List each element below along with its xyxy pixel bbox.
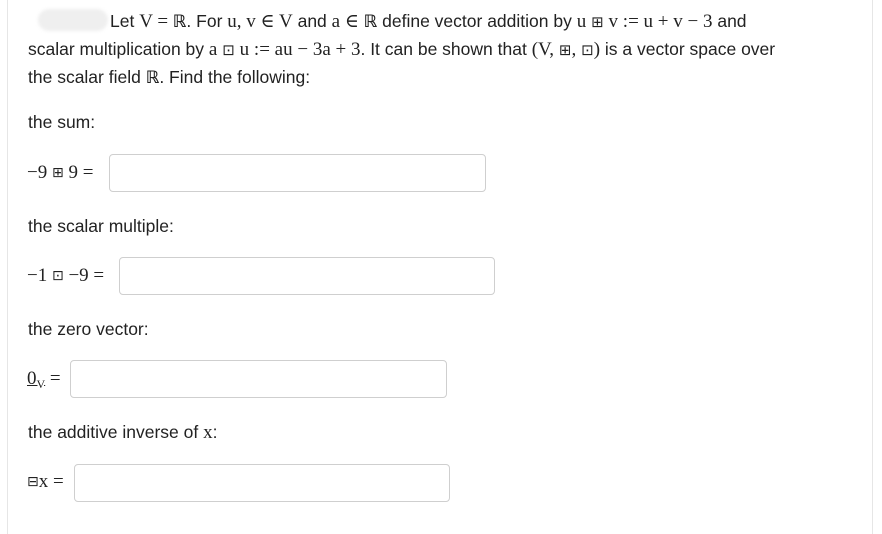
zero-vector-answer-input[interactable] [70,360,447,398]
scalar-multiple-expression: −1 ⊡ −9 = [27,265,105,286]
problem-statement [28,8,878,92]
question-panel [7,0,873,534]
additive-inverse-answer-input[interactable] [74,464,450,502]
boxdot-icon: ⊡ [222,41,235,59]
statement-line-3: the scalar field ℝ. Find the following: [28,67,311,88]
sum-expression: −9 ⊞ 9 = [27,162,94,183]
boxplus-icon: ⊞ [558,41,572,59]
boxminus-icon: ⊟ [27,474,39,490]
scalar-multiple-label: the scalar multiple: [28,216,174,236]
boxplus-icon: ⊞ [51,165,64,181]
scalar-multiple-answer-input[interactable] [119,257,495,295]
boxplus-icon: ⊞ [591,13,604,31]
sum-answer-input[interactable] [109,154,486,192]
additive-inverse-expression: ⊟x = [27,471,64,492]
zero-vector-expression: $0_V$ = [27,368,61,391]
boxdot-icon: ⊡ [581,41,594,59]
sum-label: the sum: [28,112,96,132]
statement-line-1: Let V = ℝ. For u, v ∈ V and a ∈ ℝ define vector addition by u ⊞ v := u + v − 3 and [110,11,747,32]
statement-line-2: scalar multiplication by a ⊡ u := au − 3a + 3. It can be shown that (V, ⊞, ⊡) is a vector space over [28,39,776,60]
zero-vector-label: the zero vector: [28,319,149,339]
boxdot-icon: ⊡ [51,268,64,284]
additive-inverse-label: the additive inverse of x: [28,422,218,443]
